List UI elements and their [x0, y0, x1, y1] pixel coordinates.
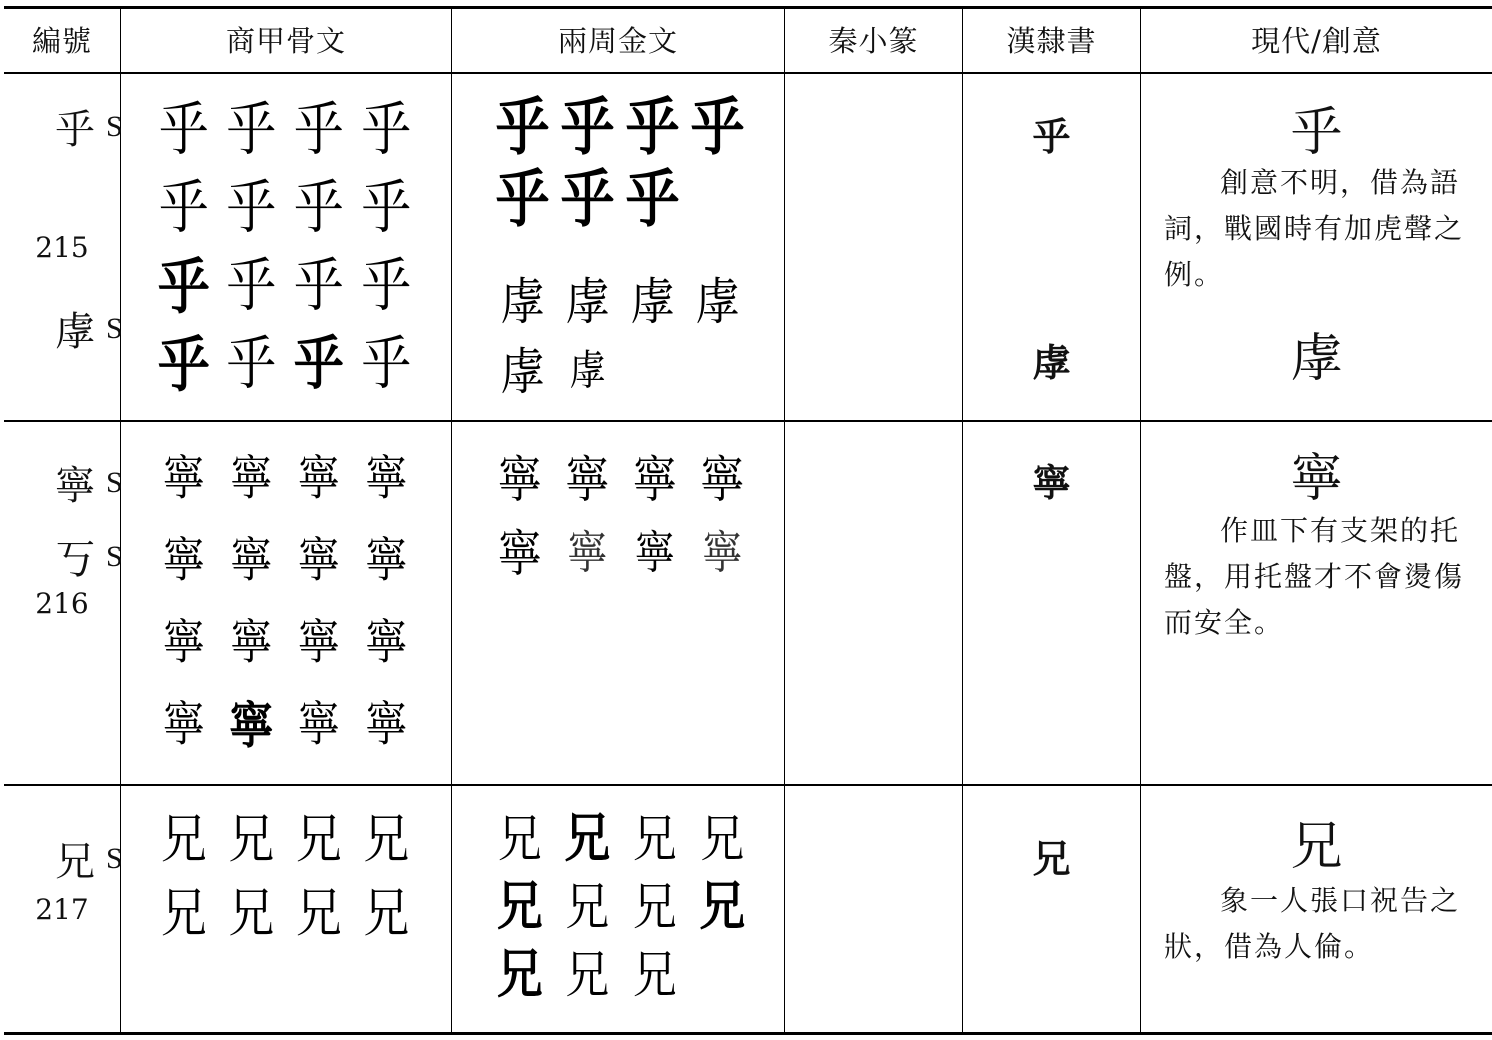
creative-description: 象一人張口祝告之狀，借為人倫。 [1164, 884, 1461, 963]
oracle-glyph: 兄 [160, 807, 207, 870]
bronze-glyph: 寧 [632, 450, 677, 510]
bottom-border [4, 1032, 1492, 1035]
oracle-glyph: 寧 [230, 449, 273, 507]
row-number: 216 [35, 586, 89, 620]
seal-glyph: 乎 [55, 107, 95, 153]
row-number: 215 [35, 230, 89, 264]
bronze-glyph: 乎 [560, 89, 615, 163]
modern-glyph: 虖 [1290, 329, 1343, 389]
seal-label: S [106, 311, 123, 345]
oracle-glyph: 兄 [228, 881, 275, 944]
clerical-glyph: 虖 [1032, 340, 1071, 385]
oracle-glyph: 兄 [363, 807, 410, 870]
oracle-glyph: 乎 [226, 330, 277, 397]
bronze-glyph: 兄 [632, 945, 677, 1005]
oracle-glyph: 乎 [158, 174, 209, 241]
oracle-glyph: 乎 [226, 252, 277, 319]
bronze-glyph: 乎 [560, 161, 615, 235]
seal-glyph: 丂 [55, 537, 95, 583]
oracle-glyph: 乎 [361, 174, 412, 241]
oracle-glyph: 乎 [361, 252, 412, 319]
oracle-glyph: 寧 [365, 449, 408, 507]
bronze-glyph: 虖 [569, 346, 606, 395]
seal-entry [52, 528, 123, 585]
bronze-forms-variant [490, 262, 750, 402]
bronze-glyph: 乎 [495, 161, 550, 235]
bronze-glyph: 乎 [690, 89, 745, 163]
oracle-glyph: 寧 [365, 613, 408, 671]
modern-glyph: 乎 [1290, 103, 1343, 163]
oracle-glyph: 乎 [293, 252, 344, 319]
seal-label: S [106, 109, 123, 143]
bronze-glyph: 乎 [495, 89, 550, 163]
bronze-glyph: 兄 [565, 945, 610, 1005]
oracle-glyph: 寧 [297, 449, 340, 507]
bronze-glyph: 虖 [695, 272, 740, 332]
bronze-glyph: 虖 [500, 272, 545, 332]
seal-label: S [106, 539, 123, 573]
modern-glyph: 寧 [1290, 449, 1343, 509]
oracle-glyph: 乎 [293, 329, 344, 397]
header-clerical: 漢隸書 [1006, 23, 1097, 58]
oracle-glyph: 寧 [162, 613, 205, 671]
clerical-glyph: 乎 [1032, 114, 1071, 159]
bronze-glyph: 兄 [699, 874, 746, 937]
bronze-glyph: 兄 [496, 874, 543, 937]
seal-entry [52, 830, 123, 887]
oracle-glyph: 寧 [297, 531, 340, 589]
bronze-glyph: 寧 [702, 526, 743, 580]
bronze-glyph: 寧 [497, 524, 542, 584]
oracle-glyph: 乎 [157, 251, 210, 322]
oracle-glyph: 兄 [228, 807, 275, 870]
seal-label: S [106, 465, 123, 499]
header-bronze: 兩周金文 [557, 23, 678, 58]
header-oracle-bone: 商甲骨文 [225, 23, 346, 58]
oracle-glyph: 乎 [226, 174, 277, 241]
bronze-glyph: 兄 [496, 942, 543, 1005]
oracle-glyph: 兄 [363, 881, 410, 944]
creative-description: 作皿下有支架的托盤，用托盤才不會燙傷而安全。 [1164, 514, 1465, 639]
oracle-glyph: 寧 [365, 531, 408, 589]
oracle-glyph: 兄 [295, 881, 342, 944]
bronze-glyph: 乎 [625, 161, 680, 235]
clerical-glyph: 寧 [1032, 460, 1071, 505]
bronze-glyph: 寧 [497, 450, 542, 510]
oracle-glyph: 乎 [157, 329, 210, 400]
bronze-glyph: 兄 [564, 806, 611, 869]
header-small-seal: 秦小篆 [828, 23, 919, 58]
col-divider-2 [451, 6, 452, 1035]
bronze-glyph: 寧 [567, 526, 608, 580]
oracle-glyph: 寧 [230, 613, 273, 671]
header-divider [4, 72, 1492, 74]
oracle-glyph: 寧 [297, 613, 340, 671]
oracle-glyph: 寧 [229, 696, 274, 756]
oracle-glyph: 乎 [361, 96, 412, 163]
bronze-glyph: 乎 [625, 89, 680, 163]
bronze-glyph: 虖 [500, 342, 545, 402]
bronze-glyph: 兄 [497, 809, 542, 869]
seal-entry [52, 300, 123, 357]
bronze-glyph: 虖 [630, 272, 675, 332]
oracle-glyph: 乎 [293, 96, 344, 163]
bronze-forms [490, 86, 750, 235]
oracle-glyph: 兄 [160, 881, 207, 944]
header-modern: 現代/創意 [1251, 23, 1382, 58]
seal-glyph: 寧 [55, 463, 95, 509]
oracle-glyph: 寧 [365, 695, 408, 753]
oracle-glyph: 寧 [162, 531, 205, 589]
oracle-glyph: 寧 [297, 695, 340, 753]
oracle-glyph: 乎 [361, 330, 412, 397]
oracle-glyph: 乎 [293, 174, 344, 241]
bronze-glyph: 兄 [700, 809, 745, 869]
seal-glyph: 虖 [55, 309, 95, 355]
modern-glyph: 兄 [1290, 817, 1343, 877]
bronze-forms [486, 438, 756, 586]
header-number: 編號 [31, 23, 92, 58]
oracle-forms [150, 434, 420, 762]
oracle-glyph: 乎 [158, 96, 209, 163]
row-number: 217 [35, 892, 89, 926]
oracle-glyph: 兄 [295, 807, 342, 870]
bronze-glyph: 寧 [634, 526, 675, 580]
bronze-glyph: 虖 [565, 272, 610, 332]
seal-label: S [106, 841, 123, 875]
bronze-forms [486, 800, 756, 1004]
oracle-glyph: 寧 [162, 449, 205, 507]
col-divider-3 [784, 6, 785, 1035]
bronze-glyph: 兄 [632, 877, 677, 937]
row-divider-216 [4, 784, 1492, 786]
bronze-glyph: 寧 [700, 450, 745, 510]
oracle-glyph: 寧 [162, 695, 205, 753]
creative-description: 創意不明，借為語詞，戰國時有加虎聲之例。 [1164, 166, 1465, 291]
seal-entry [52, 454, 123, 511]
bronze-glyph: 寧 [565, 450, 610, 510]
oracle-glyph: 寧 [230, 531, 273, 589]
bronze-glyph: 兄 [565, 877, 610, 937]
seal-glyph: 兄 [55, 839, 95, 885]
clerical-glyph: 兄 [1032, 836, 1071, 881]
oracle-forms [150, 86, 420, 398]
oracle-glyph: 乎 [226, 96, 277, 163]
row-divider-215 [4, 420, 1492, 422]
oracle-forms [150, 798, 420, 946]
bronze-glyph: 兄 [632, 809, 677, 869]
seal-entry [52, 98, 123, 155]
